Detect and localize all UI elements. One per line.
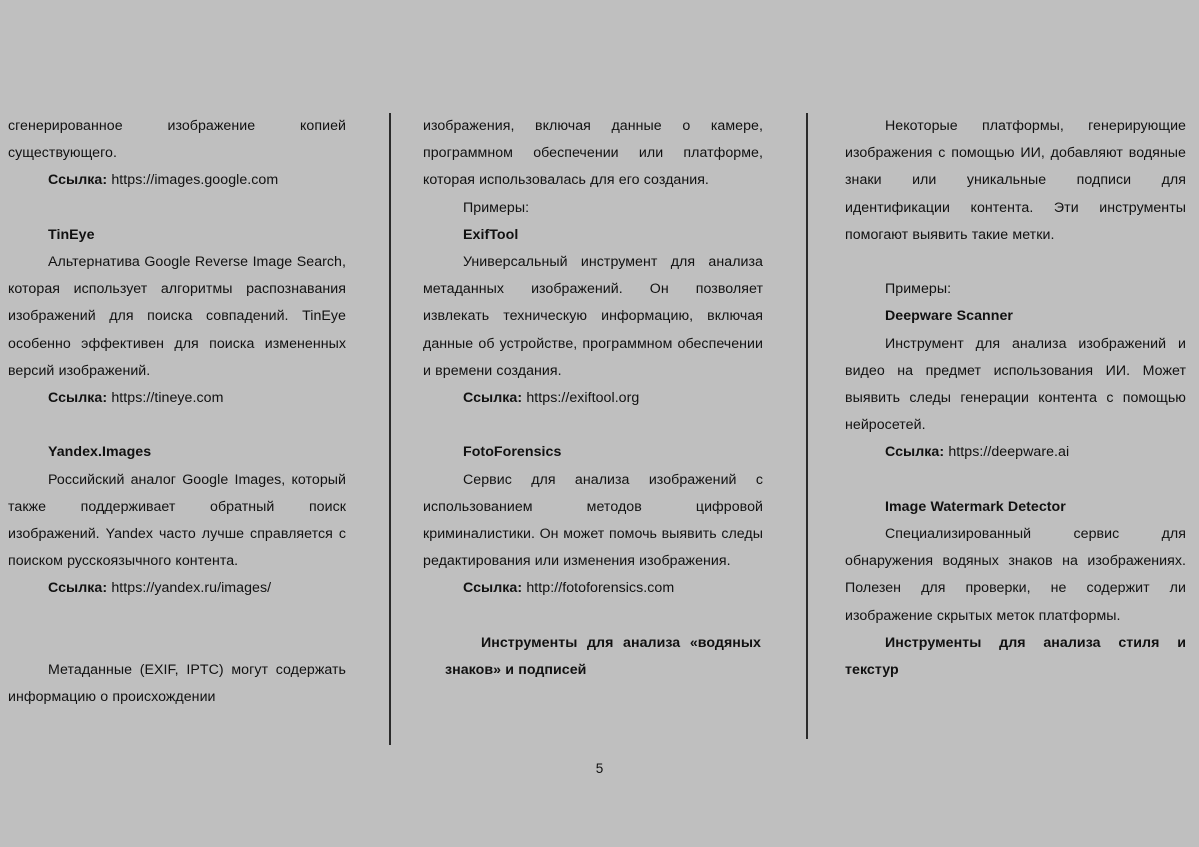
paragraph-metadata-exif-iptc: Метаданные (EXIF, IPTC) могут содержать информацию о происхождении <box>8 662 346 706</box>
link-label: Ссылка: <box>48 580 108 597</box>
link-label: Ссылка: <box>885 444 945 461</box>
link-line-yandex-images <box>8 575 346 602</box>
link-url-deepware[interactable]: https://deepware.ai <box>948 444 1070 461</box>
heading-yandex-images: Yandex.Images <box>48 444 152 461</box>
three-column-text-body <box>0 113 1199 743</box>
spacer <box>845 249 1186 276</box>
link-label: Ссылка: <box>463 580 523 597</box>
link-line-deepware <box>845 439 1186 466</box>
paragraph-fotoforensics: Сервис для анализа изображений с использованием методов цифровой криминалистики. Он может помочь выявить следы редактирования или изменения изображения. <box>423 471 763 570</box>
link-url-yandex-images[interactable]: https://yandex.ru/images/ <box>111 580 272 597</box>
spacer <box>423 603 763 630</box>
link-label: Ссылка: <box>48 172 108 189</box>
column-2 <box>423 113 763 743</box>
link-url-fotoforensics[interactable]: http://fotoforensics.com <box>526 580 675 597</box>
link-line-google-images <box>8 167 346 194</box>
link-url-exiftool[interactable]: https://exiftool.org <box>526 390 640 407</box>
paragraph-deepware-scanner: Инструмент для анализа изображений и видео на предмет использования ИИ. Может выявить следы генерации контента с помощью нейросетей. <box>845 335 1186 434</box>
link-line-exiftool <box>423 385 763 412</box>
page-number: 5 <box>595 761 604 776</box>
column-3 <box>845 113 1186 743</box>
spacer <box>8 195 346 222</box>
label-examples-column-3: Примеры: <box>885 281 952 298</box>
heading-fotoforensics: FotoForensics <box>463 444 562 461</box>
heading-exiftool: ExifTool <box>463 226 519 243</box>
spacer <box>8 412 346 439</box>
spacer <box>8 630 346 657</box>
paragraph-yandex-images: Российский аналог Google Images, который также поддерживает обратный поиск изображений. Yandex часто лучше справляется с поиском русскоязычного контента. <box>8 471 346 570</box>
column-separator-rule-left <box>389 113 391 745</box>
link-label: Ссылка: <box>48 390 108 407</box>
label-examples-column-2: Примеры: <box>463 199 530 216</box>
paragraph-continued-generated-image: сгенерированное изображение копией существующего. <box>8 118 346 162</box>
section-heading-style-texture-tools: Инструменты для анализа стиля и текстур <box>845 634 1186 679</box>
link-url-google-images[interactable]: https://images.google.com <box>111 172 279 189</box>
spacer <box>423 412 763 439</box>
section-heading-watermark-tools: Инструменты для анализа «водяных знаков» и подписей <box>445 634 761 679</box>
paragraph-exiftool: Универсальный инструмент для анализа метаданных изображений. Он позволяет извлекать техническую информацию, включая данные об устройстве, программном обеспечении и времени создания. <box>423 254 763 379</box>
paragraph-continued-metadata: изображения, включая данные о камере, программном обеспечении или платформе, которая использовалась для его создания. <box>423 118 763 189</box>
link-line-tineye <box>8 385 346 412</box>
column-1 <box>8 113 346 743</box>
spacer <box>845 467 1186 494</box>
link-line-fotoforensics <box>423 575 763 602</box>
link-url-tineye[interactable]: https://tineye.com <box>111 390 224 407</box>
link-label: Ссылка: <box>463 390 523 407</box>
spacer <box>8 603 346 630</box>
column-separator-rule-right <box>806 113 808 739</box>
paragraph-image-watermark-detector: Специализированный сервис для обнаружения водяных знаков на изображениях. Полезен для проверки, не содержит ли изображение скрытых меток платформы. <box>845 526 1186 624</box>
paragraph-tineye: Альтернатива Google Reverse Image Search, которая использует алгоритмы распознавания изображений для поиска совпадений. TinEye особенно эффективен для поиска измененных версий изображений. <box>8 254 346 379</box>
heading-deepware-scanner: Deepware Scanner <box>885 308 1013 325</box>
paragraph-platforms-watermarks: Некоторые платформы, генерирующие изображения с помощью ИИ, добавляют водяные знаки или уникальные подписи для идентификации контента. Эти инструменты помогают выявить такие метки. <box>845 118 1186 243</box>
heading-tineye: TinEye <box>48 226 95 243</box>
heading-image-watermark-detector: Image Watermark Detector <box>885 498 1066 515</box>
